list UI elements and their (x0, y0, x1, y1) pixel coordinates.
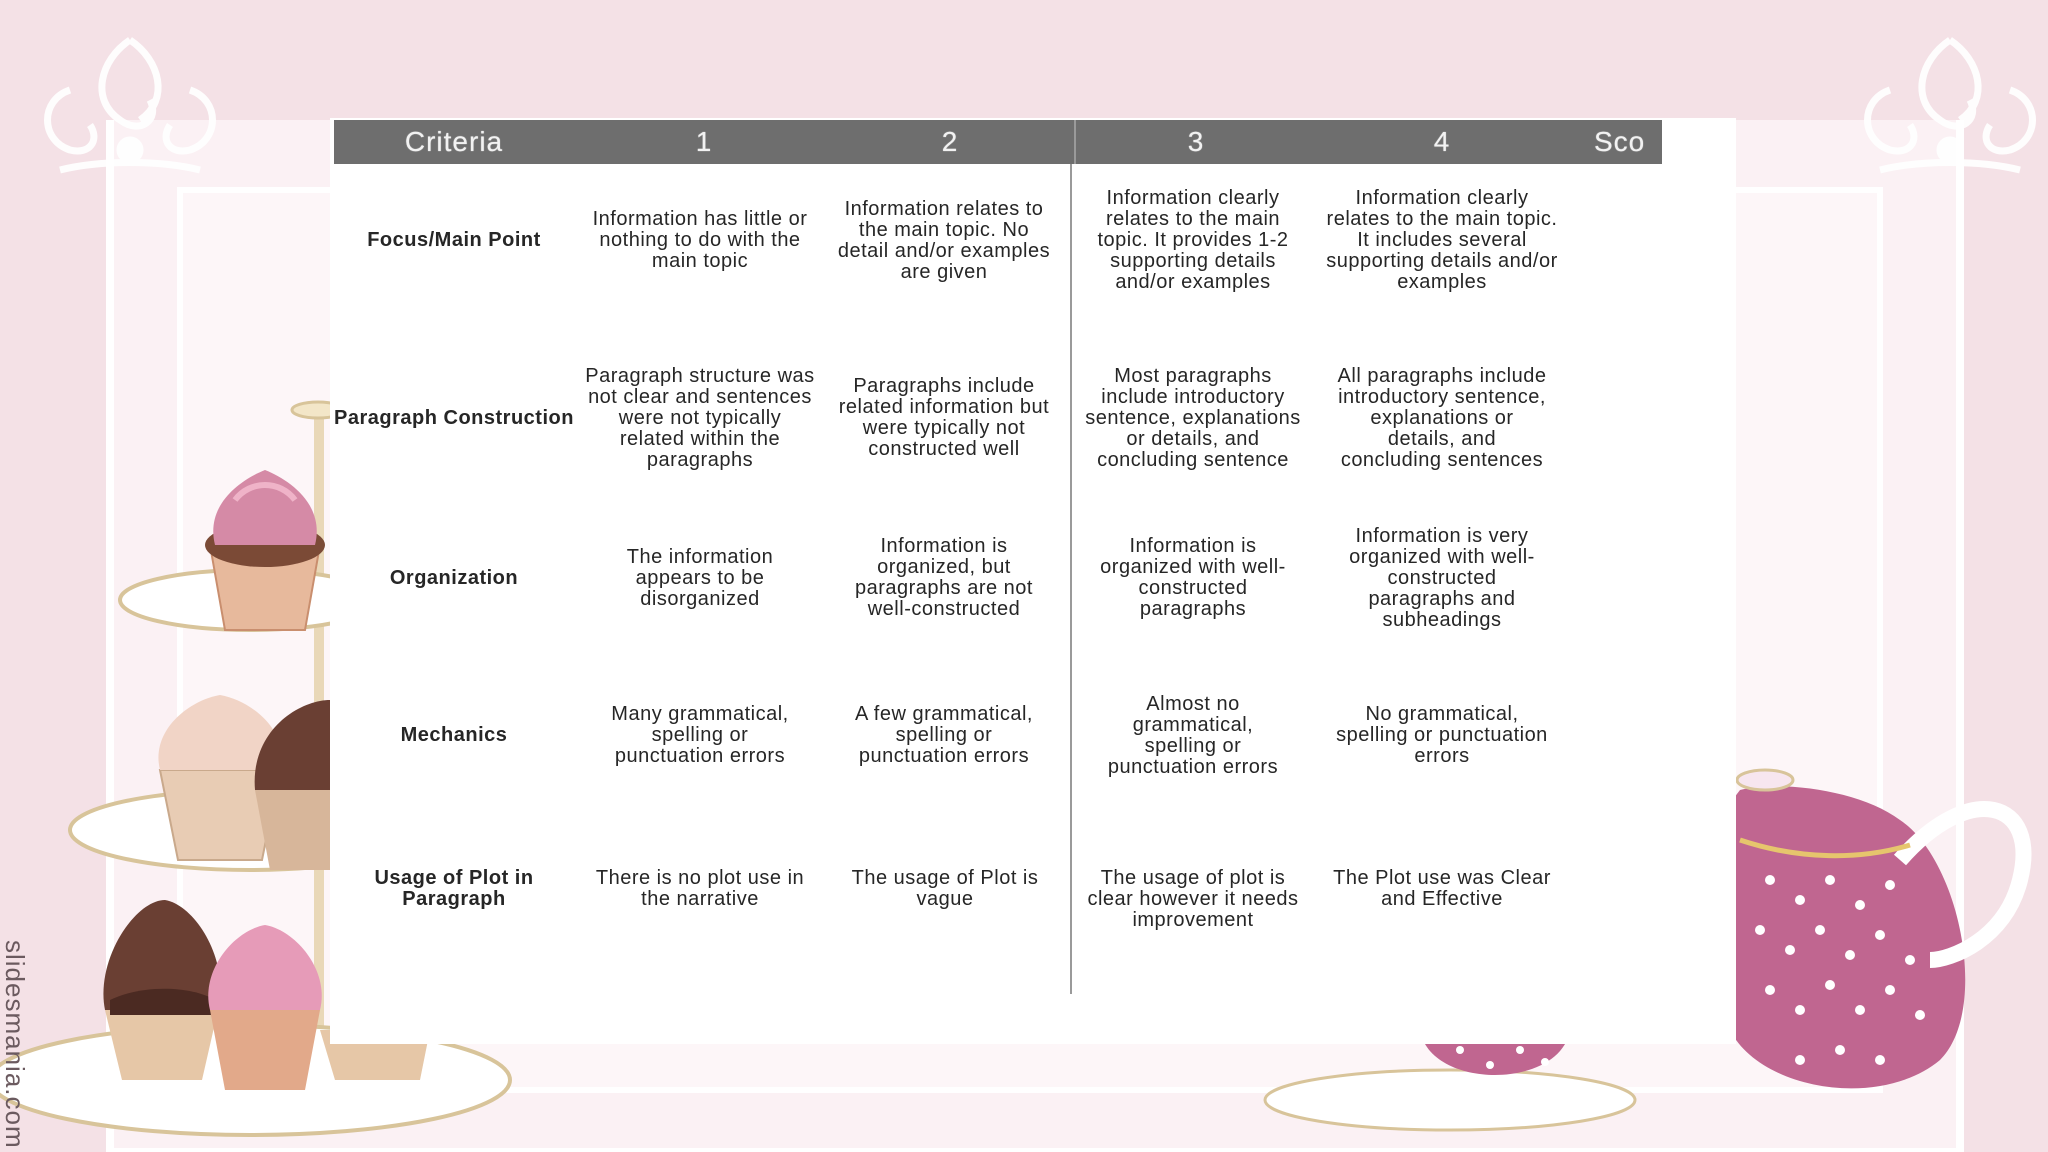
column-divider (1070, 164, 1072, 994)
rubric-cell: Information is organized, but paragraphs are not well-constructed (854, 535, 1033, 620)
criteria-cell: Mechanics (400, 724, 508, 746)
rubric-cell: Information clearly relates to the main topic. It provides 1-2 supporting details and/or examples (1097, 187, 1289, 293)
header-score-2: 2 (941, 126, 959, 157)
header-score-total: Sco (1594, 126, 1646, 157)
flourish-icon (1868, 40, 2033, 170)
rubric-cell: Most paragraphs include introductory sentence, explanations or details, and concluding sentence (1085, 364, 1301, 471)
rubric-cell: Paragraphs include related information but were typically not constructed well (838, 375, 1050, 460)
cupcake-icon (158, 695, 330, 870)
header-score-1: 1 (695, 126, 713, 157)
rubric-cell: The information appears to be disorganized (626, 545, 774, 610)
header-score-3: 3 (1187, 126, 1205, 157)
rubric-cell: All paragraphs include introductory sentence, explanations or details, and concluding sentences (1337, 364, 1547, 471)
rubric-cell: The usage of plot is clear however it needs improvement (1087, 867, 1299, 931)
rubric-cell: Information has little or nothing to do with the main topic (592, 208, 808, 272)
rubric-cell: A few grammatical, spelling or punctuation errors (855, 703, 1033, 767)
rubric-cell: The Plot use was Clear and Effective (1333, 867, 1551, 910)
rubric-cell: Almost no grammatical, spelling or punctuation errors (1107, 692, 1279, 778)
rubric-sheet (330, 118, 1736, 1044)
criteria-cell: Usage of Plot in Paragraph (374, 867, 534, 910)
criteria-cell: Organization (389, 566, 519, 589)
rubric-cell: The usage of Plot is vague (851, 867, 1039, 910)
criteria-cell: Paragraph Construction (334, 406, 574, 429)
rubric-cell: No grammatical, spelling or punctuation errors (1336, 703, 1548, 767)
header-criteria: Criteria (404, 126, 504, 157)
rubric-cell: Information relates to the main topic. No detail and/or examples are given (837, 197, 1051, 283)
column-divider (1074, 120, 1076, 164)
header-score-4: 4 (1433, 126, 1451, 157)
rubric-cell: Information is very organized with well-constructed paragraphs and subheadings (1349, 524, 1535, 631)
rubric-cell: There is no plot use in the narrative (595, 867, 805, 910)
rubric-cell: Many grammatical, spelling or punctuation errors (611, 703, 789, 767)
flourish-icon (48, 40, 213, 170)
rubric-cell: Information is organized with well-constructed paragraphs (1100, 535, 1286, 620)
table-header (334, 120, 1662, 164)
watermark: slidesmania.com (0, 940, 30, 1149)
teapot-icon (1705, 770, 2024, 1088)
rubric-cell: Information clearly relates to the main topic. It includes several supporting details and/or examples (1326, 187, 1558, 293)
criteria-cell: Focus/Main Point (367, 229, 541, 251)
rubric-cell: Paragraph structure was not clear and sentences were not typically related within the paragraphs (585, 364, 815, 471)
